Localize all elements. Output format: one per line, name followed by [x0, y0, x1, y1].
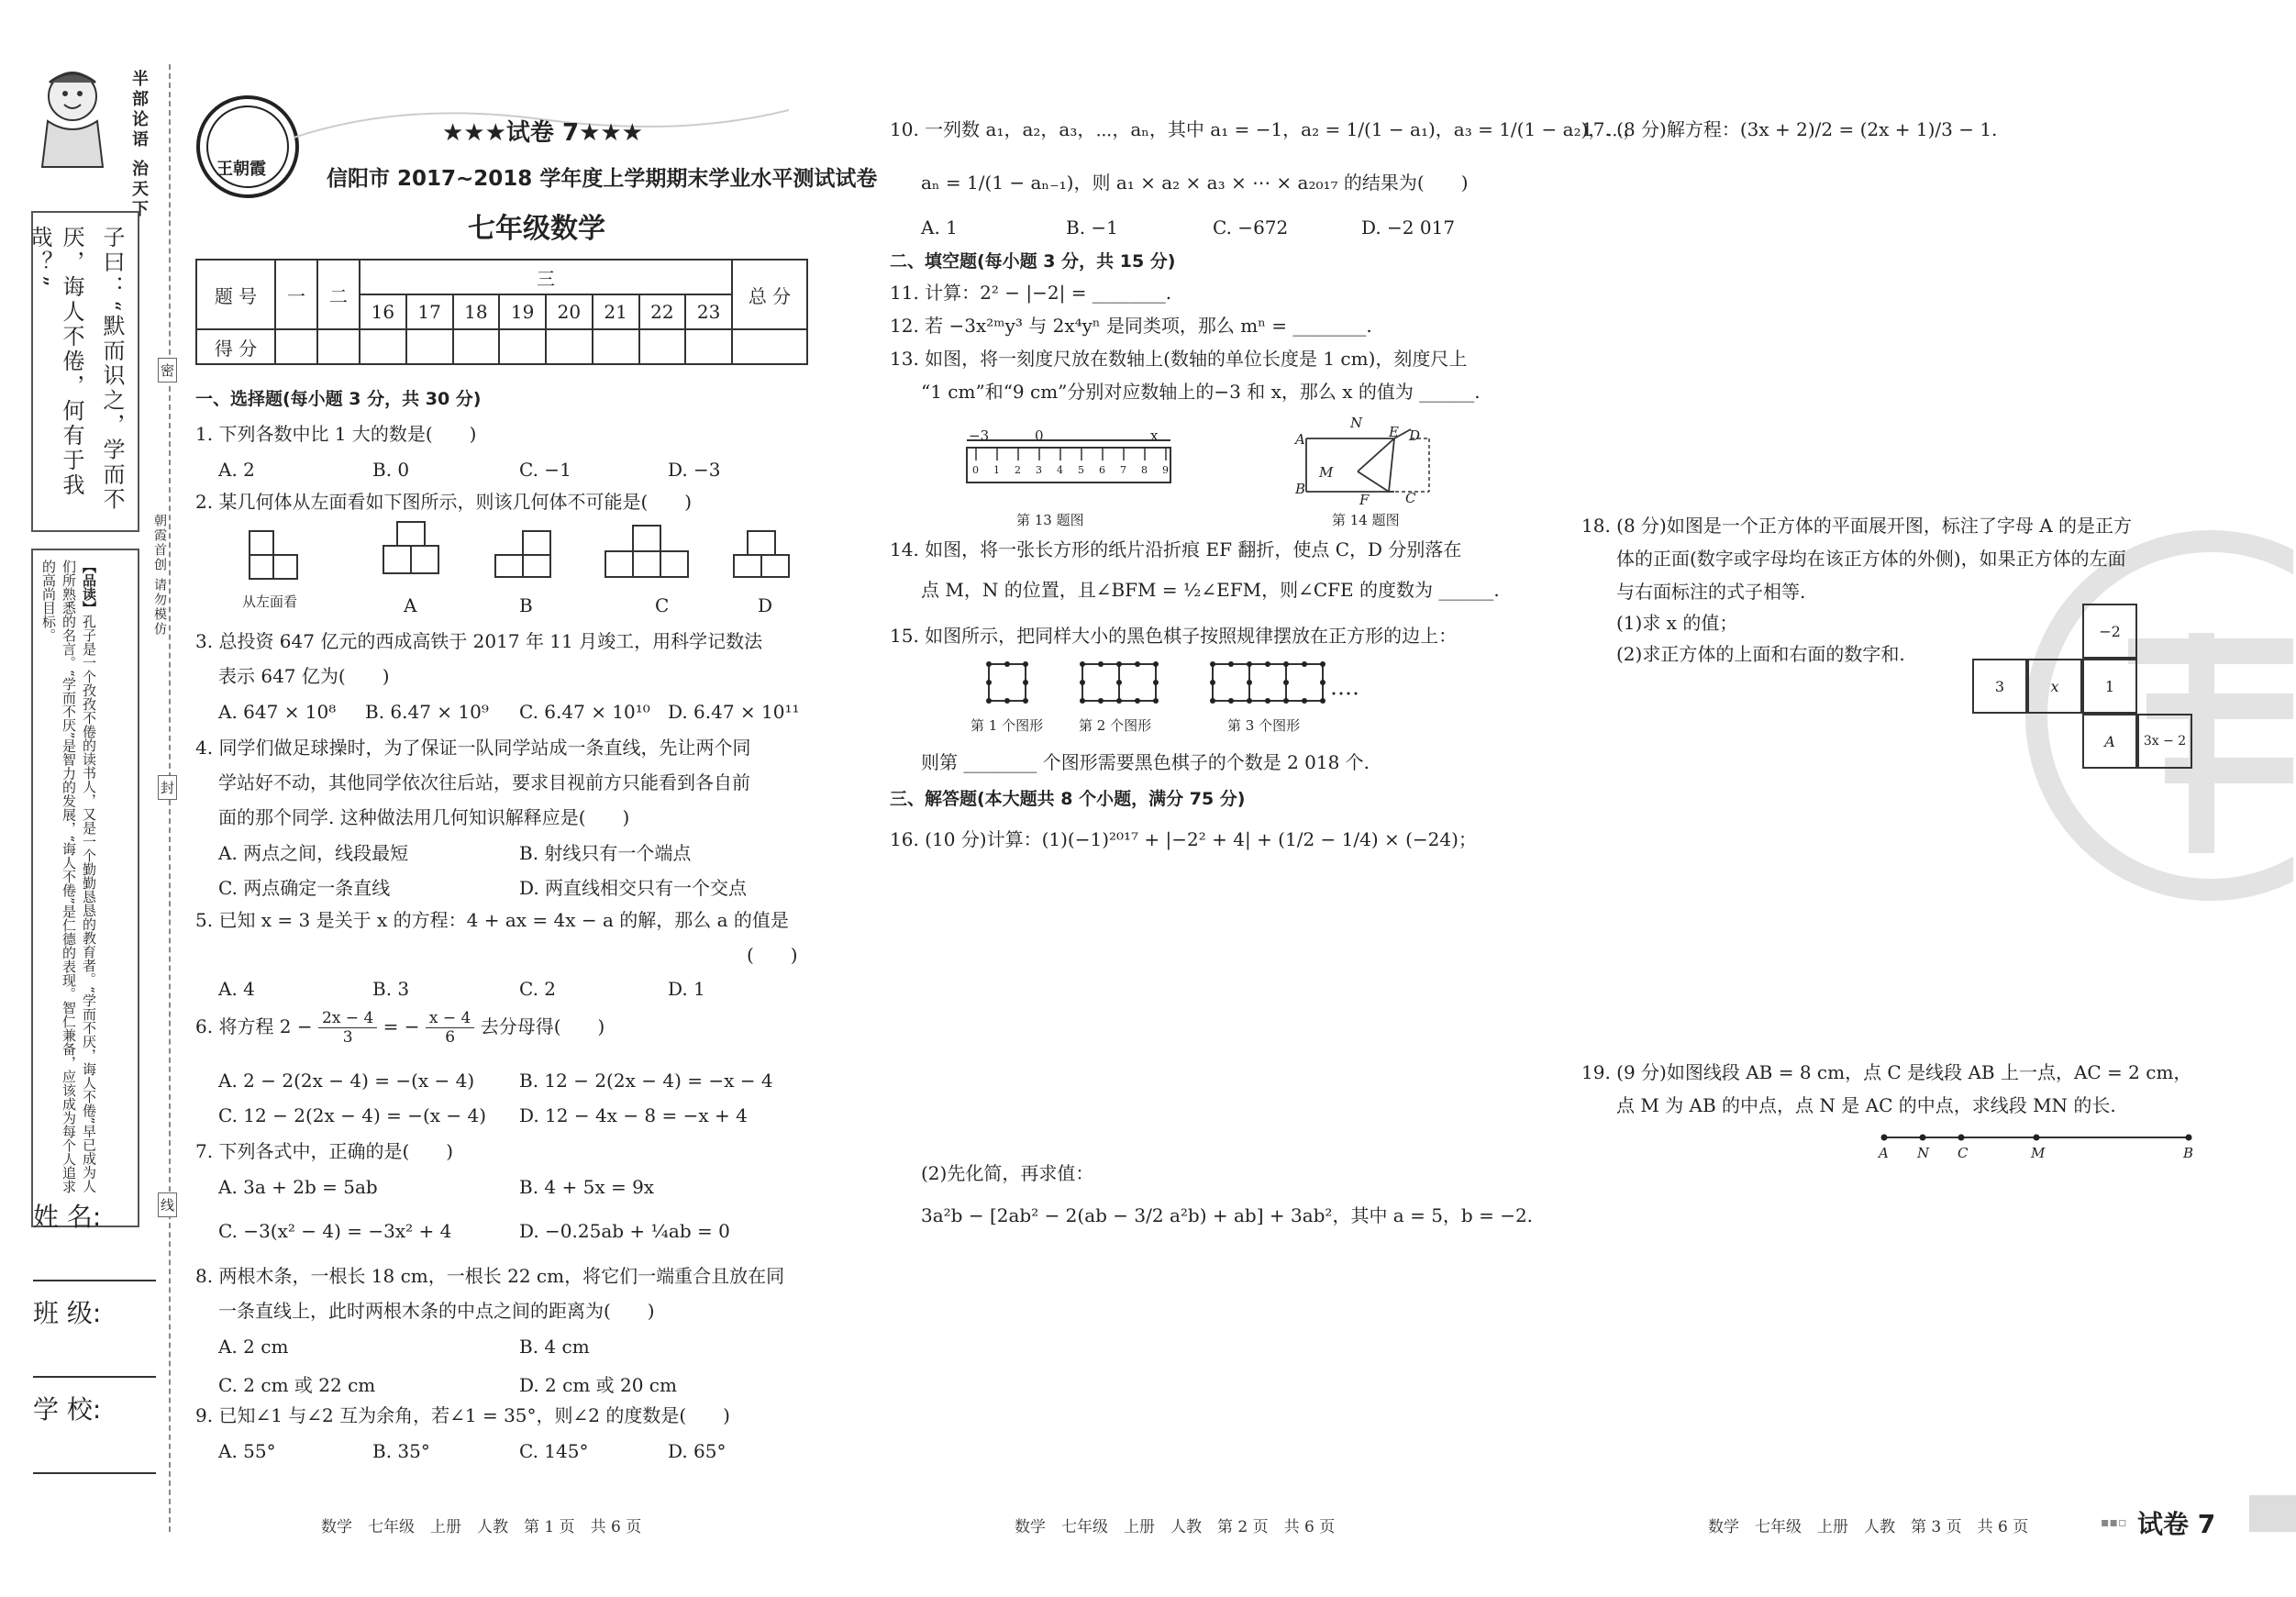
score-cell[interactable] [546, 329, 593, 364]
question-3-line-1: 3. 总投资 647 亿元的西成高铁于 2017 年 11 月竣工，用科学记数法 [195, 630, 763, 652]
q4-option-a: A. 两点之间，线段最短 [218, 842, 409, 864]
net-cell-left [1972, 659, 2027, 714]
q1-option-b: B. 0 [372, 459, 410, 481]
question-4-line-1: 4. 同学们做足球操时，为了保证一队同学站成一条直线，先让两个同 [195, 737, 751, 759]
score-cell[interactable] [275, 329, 317, 364]
q6-f1-numerator: 2x − 4 [318, 1009, 377, 1028]
net-cell-mid [2027, 659, 2082, 714]
question-15: 15. 如图所示，把同样大小的黑色棋子按照规律摆放在正方形的边上： [890, 625, 1458, 647]
q2-figures [229, 518, 798, 610]
ruler-tick: 9 [1162, 464, 1169, 476]
q3-option-d: D. 6.47 × 10¹¹ [668, 701, 800, 723]
footer-dots-icon: ▪▪▫ [2101, 1515, 2127, 1530]
seg-label-m: M [2031, 1145, 2046, 1161]
question-10-line-1: 10. 一列数 a₁，a₂，a₃，⋯，aₙ，其中 a₁ = −1，a₂ = 1/(1 − a₁)，a₃ = 1/(1 − a₂)，⋯， [890, 118, 1642, 140]
seal-char-feng: 封 [158, 775, 177, 800]
question-14-line-2: 点 M，N 的位置，且∠BFM = ½∠EFM，则∠CFE 的度数为 ______. [921, 579, 1500, 601]
side-note-2: 请勿模仿 [152, 578, 167, 637]
q5-option-c: C. 2 [519, 978, 557, 1000]
question-6 [195, 1009, 605, 1047]
name-field [33, 1197, 161, 1281]
q7-option-b: B. 4 + 5x = 9x [519, 1176, 655, 1198]
question-5-line-2: ( ) [747, 944, 798, 966]
fig14-caption: 第 14 题图 [1332, 512, 1400, 528]
ruler-label-0: 0 [1035, 427, 1044, 444]
segment-ab-figure [1880, 1128, 2202, 1147]
question-16: 16. (10 分)计算：(1)(−1)²⁰¹⁷ + |−2² + 4| + (1/2 − 1/4) × (−24)； [890, 828, 1477, 850]
seg-label-c: C [1958, 1145, 1969, 1161]
question-10-line-2: aₙ = 1/(1 − aₙ₋₁)，则 a₁ × a₂ × a₃ × ⋯ × a₂₀₁₇ 的结果为( ) [921, 172, 1469, 194]
school-line [33, 1472, 156, 1474]
question-18-part-1: (1)求 x 的值； [1616, 612, 1738, 634]
q5-option-a: A. 4 [218, 978, 255, 1000]
class-line [33, 1376, 156, 1378]
score-h-total: 总 分 [732, 260, 807, 329]
score-cell[interactable] [453, 329, 500, 364]
quote-box [27, 211, 139, 532]
pindu-body: 孔子是一个孜孜不倦的读书人，又是一个勤勤恳恳的教育者。“学而不厌，诲人不倦”早已成为人们所熟悉的名言。“学而不厌”是智力的发展，“诲人不倦”是仁德的表现。智仁兼备，应该成为每个人追求的高尚目标。 [40, 560, 97, 1193]
fig14-label-e: E [1389, 424, 1399, 440]
question-4-line-3: 面的那个同学. 这种做法用几何知识解释应是( ) [218, 806, 630, 828]
class-label: 班 级: [33, 1298, 102, 1328]
q3-option-b: B. 6.47 × 10⁹ [365, 701, 489, 723]
ruler-tick: 5 [1078, 464, 1084, 476]
seg-label-a: A [1879, 1145, 1889, 1161]
q6-fraction-2 [426, 1009, 474, 1047]
net-value: −2 [2099, 622, 2121, 640]
q6-f2-denominator: 6 [445, 1028, 456, 1047]
net-value: 3 [1994, 677, 2005, 695]
score-sub: 20 [546, 294, 593, 329]
score-cell[interactable] [593, 329, 639, 364]
q1-option-c: C. −1 [519, 459, 571, 481]
question-19-line-2: 点 M 为 AB 的中点，点 N 是 AC 的中点，求线段 MN 的长. [1616, 1094, 2116, 1116]
fig14-label-f: F [1359, 492, 1370, 508]
question-3-line-2: 表示 647 亿为( ) [218, 665, 390, 687]
q4-option-d: D. 两直线相交只有一个交点 [519, 877, 748, 899]
subject-title: 七年级数学 [468, 213, 605, 245]
q3-option-a: A. 647 × 10⁸ [218, 701, 337, 723]
class-field [33, 1293, 161, 1378]
question-2: 2. 某几何体从左面看如下图所示，则该几何体不可能是( ) [195, 491, 693, 513]
q1-option-a: A. 2 [218, 459, 255, 481]
question-18-line-3: 与右面标注的式子相等. [1616, 581, 1806, 603]
score-sub: 22 [639, 294, 686, 329]
name-label: 姓 名: [33, 1202, 102, 1232]
ruler-tick: 0 [972, 464, 979, 476]
q1-option-d: D. −3 [668, 459, 721, 481]
q5-option-d: D. 1 [668, 978, 705, 1000]
q2-label-left-view: 从左面看 [242, 593, 298, 610]
pindu-title: 【品读】 [81, 560, 97, 615]
ruler-tick: 3 [1036, 464, 1042, 476]
net-cell-right [2082, 659, 2137, 714]
confucius-mascot-icon [31, 64, 114, 170]
seg-label-n: N [1917, 1145, 1930, 1161]
fig14-label-c: C [1405, 490, 1416, 506]
q3-option-c: C. 6.47 × 10¹⁰ [519, 701, 650, 723]
q9-option-c: C. 145° [519, 1440, 589, 1462]
score-cell[interactable] [317, 329, 360, 364]
q2-label-b: B [519, 594, 533, 616]
q8-option-d: D. 2 cm 或 20 cm [519, 1374, 677, 1396]
pindu-text [39, 560, 99, 1202]
seg-label-b: B [2183, 1145, 2194, 1161]
score-row-label: 得 分 [196, 329, 275, 364]
school-field [33, 1390, 161, 1474]
net-cell-far [2137, 714, 2192, 769]
fig14-label-m: M [1319, 464, 1334, 481]
q8-option-a: A. 2 cm [218, 1336, 289, 1358]
score-cell[interactable] [499, 329, 546, 364]
question-5-line-1: 5. 已知 x = 3 是关于 x 的方程：4 + ax = 4x − a 的解，那么 a 的值是 [195, 909, 789, 931]
q9-option-b: B. 35° [372, 1440, 430, 1462]
score-cell[interactable] [732, 329, 807, 364]
net-value: x [2050, 677, 2059, 695]
net-cell-front [2082, 714, 2137, 769]
badge-bar [2249, 1495, 2296, 1532]
logo-text: 王朝霞 [216, 160, 266, 179]
score-cell[interactable] [360, 329, 406, 364]
score-h-tihao: 题 号 [196, 260, 275, 329]
fig14-label-a: A [1295, 431, 1305, 448]
q7-option-c: C. −3(x² − 4) = −3x² + 4 [218, 1220, 452, 1242]
q2-label-d: D [758, 594, 773, 616]
q6-option-d: D. 12 − 4x − 8 = −x + 4 [519, 1104, 748, 1126]
side-strip [28, 64, 156, 1202]
fig15-chess-patterns [982, 657, 1367, 712]
side-note-1: 朝霞首创 [152, 514, 167, 572]
exam-title: 信阳市 2017~2018 学年度上学期期末学业水平测试试卷 [327, 167, 878, 191]
ruler-label-x: x [1150, 427, 1159, 444]
brand-logo [193, 92, 303, 202]
q2-label-c: C [655, 594, 670, 616]
score-h-1: 一 [275, 260, 317, 329]
q10-option-b: B. −1 [1066, 216, 1118, 238]
score-cell[interactable] [639, 329, 686, 364]
page-2-footer: 数学 七年级 上册 人教 第 2 页 共 6 页 [1015, 1518, 1336, 1536]
q6-f2-numerator: x − 4 [426, 1009, 474, 1028]
fig14-label-b: B [1295, 481, 1306, 497]
ruler-tick: 7 [1120, 464, 1126, 476]
page-1-footer: 数学 七年级 上册 人教 第 1 页 共 6 页 [321, 1518, 642, 1536]
score-cell[interactable] [406, 329, 453, 364]
section-2-title: 二、填空题(每小题 3 分，共 15 分) [890, 251, 1176, 272]
question-19-line-1: 19. (9 分)如图线段 AB = 8 cm，点 C 是线段 AB 上一点，AC = 2 cm， [1581, 1061, 2192, 1083]
q8-option-c: C. 2 cm 或 22 cm [218, 1374, 376, 1396]
q6-middle: = − [383, 1015, 420, 1037]
q9-option-d: D. 65° [668, 1440, 727, 1462]
school-label: 学 校: [33, 1394, 102, 1425]
ruler-tick: 8 [1141, 464, 1148, 476]
score-cell[interactable] [685, 329, 732, 364]
ruler-tick: 2 [1015, 464, 1021, 476]
ruler-tick: 6 [1099, 464, 1105, 476]
fig13-ruler [963, 427, 1174, 492]
net-value: A [2104, 732, 2115, 750]
exam-number: ★★★试卷 7★★★ [442, 119, 643, 147]
q10-option-a: A. 1 [921, 216, 958, 238]
net-value: 1 [2104, 677, 2115, 695]
question-16-expression: 3a²b − [2ab² − 2(ab − 3/2 a²b) + ab] + 3ab²，其中 a = 5，b = −2. [921, 1204, 1534, 1226]
score-sub: 19 [499, 294, 546, 329]
fig13-caption: 第 13 题图 [1016, 512, 1084, 528]
score-sub: 18 [453, 294, 500, 329]
q4-option-b: B. 射线只有一个端点 [519, 842, 692, 864]
q2-label-a: A [404, 594, 417, 616]
score-sub: 21 [593, 294, 639, 329]
cube-net [1972, 604, 2187, 769]
question-16-part-2: (2)先化简，再求值： [921, 1162, 1094, 1184]
net-cell-top [2082, 604, 2137, 659]
question-18-part-2: (2)求正方体的上面和右面的数字和. [1616, 643, 1905, 665]
pindu-box [31, 549, 139, 1227]
quote-line-2: 厌，诲人不倦，何有于我哉？” [27, 226, 84, 498]
score-h-3: 三 [360, 260, 732, 294]
section-1-title: 一、选择题(每小题 3 分，共 30 分) [195, 389, 482, 409]
question-13-line-2: “1 cm”和“9 cm”分别对应数轴上的−3 和 x，那么 x 的值为 ______. [921, 381, 1481, 403]
net-value: 3x − 2 [2143, 734, 2187, 749]
q7-option-a: A. 3a + 2b = 5ab [218, 1176, 378, 1198]
q6-prefix: 6. 将方程 2 − [195, 1015, 313, 1037]
question-18-line-1: 18. (8 分)如图是一个正方体的平面展开图，标注了字母 A 的是正方 [1581, 515, 2133, 537]
q6-f1-denominator: 3 [342, 1028, 353, 1047]
fig15-label-3: 第 3 个图形 [1227, 717, 1301, 734]
question-1: 1. 下列各数中比 1 大的数是( ) [195, 423, 477, 445]
seal-char-xian: 线 [158, 1192, 177, 1217]
fig14-label-d: D [1409, 427, 1421, 444]
q6-option-c: C. 12 − 2(2x − 4) = −(x − 4) [218, 1104, 487, 1126]
q6-option-b: B. 12 − 2(2x − 4) = −x − 4 [519, 1070, 773, 1092]
score-sub: 17 [406, 294, 453, 329]
score-h-2: 二 [317, 260, 360, 329]
question-13-line-1: 13. 如图，将一刻度尺放在数轴上(数轴的单位长度是 1 cm)，刻度尺上 [890, 348, 1468, 370]
question-8-line-1: 8. 两根木条，一根长 18 cm，一根长 22 cm，将它们一端重合且放在同 [195, 1265, 785, 1287]
fig15-label-1: 第 1 个图形 [971, 717, 1044, 734]
seal-char-mi: 密 [158, 358, 177, 383]
question-8-line-2: 一条直线上，此时两根木条的中点之间的距离为( ) [218, 1300, 655, 1322]
quote-line-1: 子曰：“默而识之，学而不 [99, 226, 125, 513]
ruler-tick: 4 [1057, 464, 1063, 476]
motto-head: 半部论语 治天下 [129, 70, 149, 221]
question-11: 11. 计算：2² − |−2| = ________. [890, 282, 1172, 304]
question-18-line-2: 体的正面(数字或字母均在该正方体的外侧)，如果正方体的左面 [1616, 548, 2126, 570]
fig15-label-2: 第 2 个图形 [1079, 717, 1152, 734]
question-17: 17. (8 分)解方程：(3x + 2)/2 = (2x + 1)/3 − 1. [1581, 118, 1998, 140]
ruler-tick: 1 [993, 464, 1000, 476]
q7-option-d: D. −0.25ab + ¼ab = 0 [519, 1220, 730, 1242]
q8-option-b: B. 4 cm [519, 1336, 590, 1358]
name-line [33, 1280, 156, 1281]
question-4-line-2: 学站好不动，其他同学依次往后站，要求目视前方只能看到各自前 [218, 771, 750, 793]
score-sub: 23 [685, 294, 732, 329]
q4-option-c: C. 两点确定一条直线 [218, 877, 391, 899]
q10-option-c: C. −672 [1213, 216, 1289, 238]
q6-fraction-1 [318, 1009, 377, 1047]
fig14-label-n: N [1350, 415, 1363, 431]
q10-option-d: D. −2 017 [1361, 216, 1456, 238]
q6-suffix: 去分母得( ) [480, 1015, 605, 1037]
score-sub: 16 [360, 294, 406, 329]
q9-option-a: A. 55° [218, 1440, 276, 1462]
question-14-line-1: 14. 如图，将一张长方形的纸片沿折痕 EF 翻折，使点 C，D 分别落在 [890, 538, 1462, 560]
question-7: 7. 下列各式中，正确的是( ) [195, 1140, 454, 1162]
exam-badge: 试卷 7 [2137, 1509, 2216, 1539]
page-3-footer: 数学 七年级 上册 人教 第 3 页 共 6 页 [1708, 1518, 2029, 1536]
q5-option-b: B. 3 [372, 978, 410, 1000]
question-15-line-2: 则第 ________ 个图形需要黑色棋子的个数是 2 018 个. [921, 751, 1370, 773]
question-12: 12. 若 −3x²ᵐy³ 与 2x⁴yⁿ 是同类项，那么 mⁿ = ________. [890, 315, 1372, 337]
question-9: 9. 已知∠1 与∠2 互为余角，若∠1 = 35°，则∠2 的度数是( ) [195, 1404, 730, 1426]
q6-option-a: A. 2 − 2(2x − 4) = −(x − 4) [218, 1070, 475, 1092]
ruler-label-neg3: −3 [969, 427, 990, 444]
section-3-title: 三、解答题(本大题共 8 个小题，满分 75 分) [890, 789, 1246, 809]
score-table [195, 259, 808, 365]
